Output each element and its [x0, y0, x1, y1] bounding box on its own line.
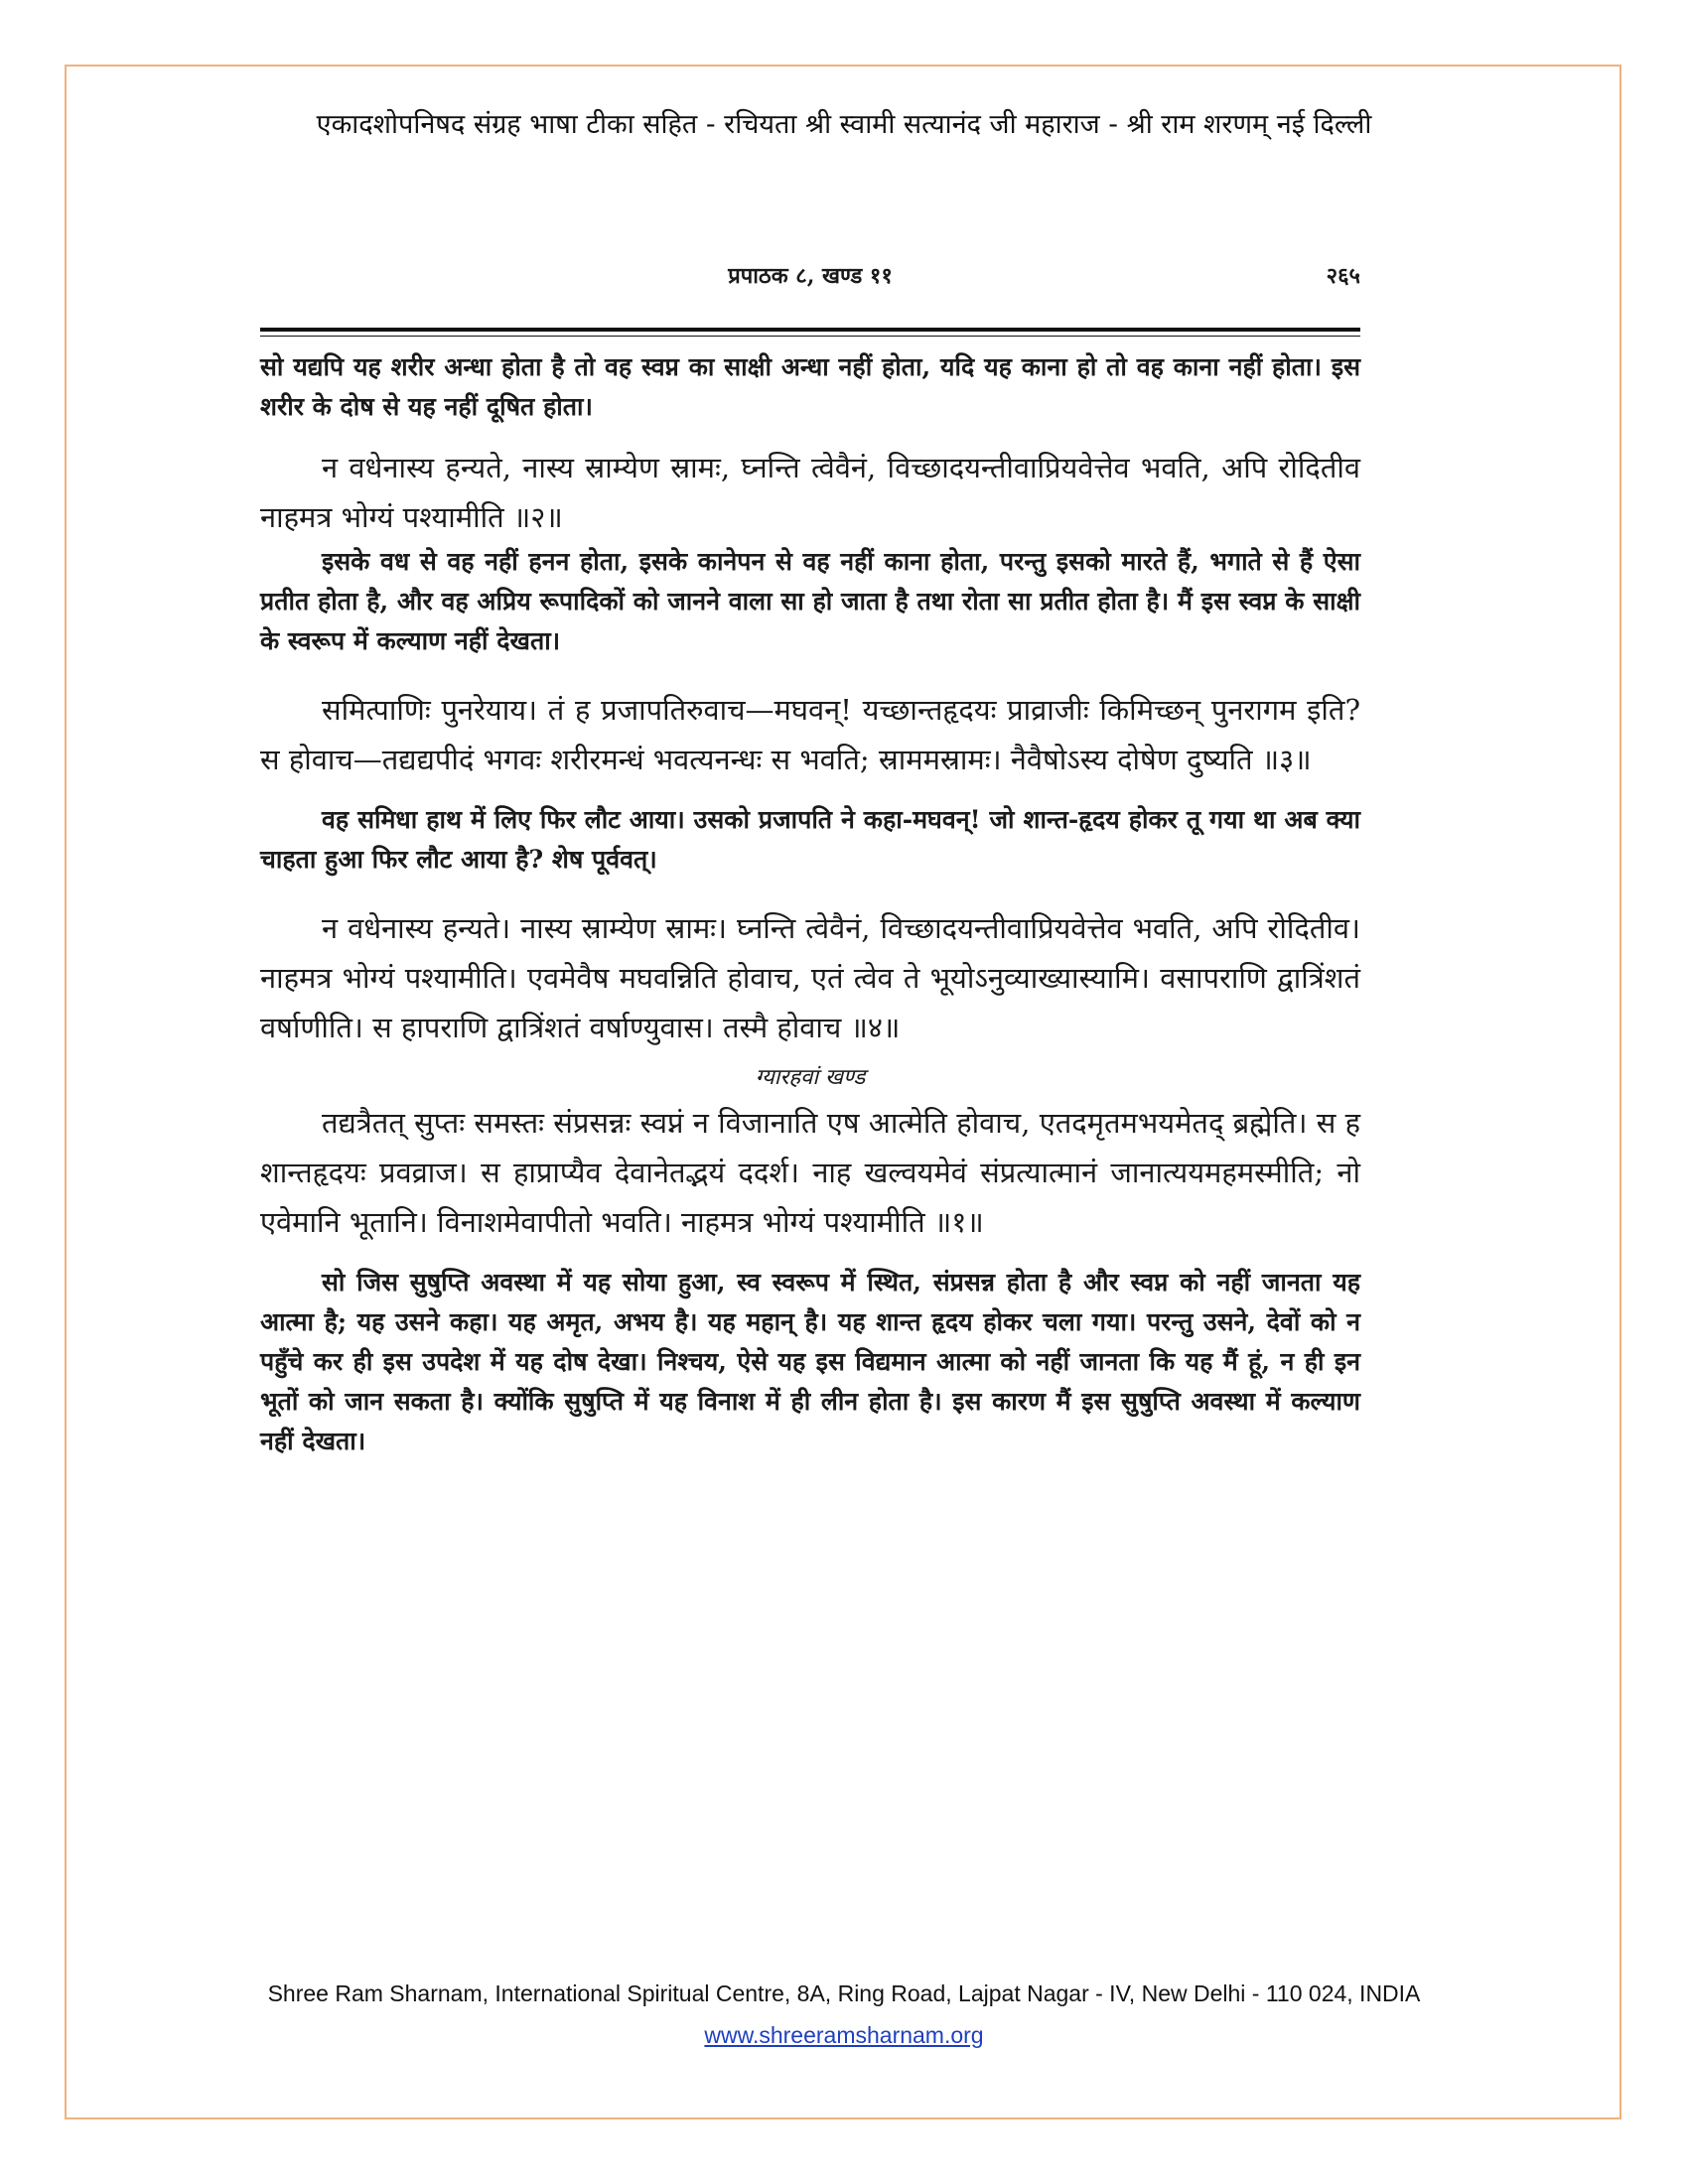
page-body	[260, 347, 1360, 1461]
sanskrit-verse-paragraph: न वधेनास्य हन्यते, नास्य स्राम्येण स्रामः, घ्नन्ति त्वेवैनं, विच्छादयन्तीवाप्रियवेत्तेव भवति, अपि रोदितीव नाहमत्र भोग्यं पश्यामीति ॥२॥	[260, 451, 1360, 534]
book-page-number: २६५	[1326, 263, 1360, 289]
footer-address: Shree Ram Sharnam, International Spiritual Centre, 8A, Ring Road, Lajpat Nagar - IV, New Delhi - 110 024, INDIA	[267, 1980, 1421, 2006]
running-head	[260, 260, 1360, 290]
sanskrit-verse-paragraph: समित्पाणिः पुनरेयाय। तं ह प्रजापतिरुवाच—मघवन्! यच्छान्तहृदयः प्राव्राजीः किमिच्छन् पुनरागम इति? स होवाच—तद्यद्यपीदं भगवः शरीरमन्धं भवत्यनन्धः स भवति; स्राममस्रामः। नैवैषोऽस्य दोषेण दुष्यति ॥३॥	[260, 693, 1360, 776]
sanskrit-verse-paragraph: तद्यत्रैतत् सुप्तः समस्तः संप्रसन्नः स्वप्नं न विजानाति एष आत्मेति होवाच, एतदमृतमभयमेतद् ब्रह्मेति। स ह शान्तहृदयः प्रवव्राज। स हाप्राप्यैव देवानेतद्भयं ददर्श। नाह खल्वयमेवं संप्रत्यात्मानं जानात्ययमहमस्मीति; नो एवेमानि भूतानि। विनाशमेवापीतो भवति। नाहमत्र भोग्यं पश्यामीति ॥१॥	[260, 1106, 1360, 1239]
hindi-commentary-paragraph: वह समिधा हाथ में लिए फिर लौट आया। उसको प्रजापति ने कहा-मघवन्! जो शान्त-हृदय होकर तू गया था अब क्या चाहता हुआ फिर लौट आया है? शेष पूर्ववत्।	[260, 805, 1360, 874]
page-header-title: एकादशोपनिषद संग्रह भाषा टीका सहित - रचियता श्री स्वामी सत्यानंद जी महाराज - श्री राम शरणम् नई दिल्ली	[316, 109, 1372, 140]
hindi-commentary-paragraph: इसके वध से वह नहीं हनन होता, इसके कानेपन से वह नहीं काना होता, परन्तु इसको मारते हैं, भगाते से हैं ऐसा प्रतीत होता है, और वह अप्रिय रूपादिकों को जानने वाला सा हो जाता है तथा रोता सा प्रतीत होता है। मैं इस स्वप्न के साक्षी के स्वरूप में कल्याण नहीं देखता।	[260, 547, 1360, 655]
footer-website-link[interactable]: www.shreeramsharnam.org	[704, 2022, 984, 2048]
scanned-book-page	[260, 189, 1360, 1976]
section-heading: ग्यारहवां खण्ड	[755, 1065, 866, 1090]
header-rule-thin	[260, 336, 1360, 337]
hindi-commentary-paragraph: सो यद्यपि यह शरीर अन्धा होता है तो वह स्वप्न का साक्षी अन्धा नहीं होता, यदि यह काना हो तो वह काना नहीं होता। इस शरीर के दोष से यह नहीं दूषित होता।	[260, 352, 1360, 421]
header-rule-thick	[260, 328, 1360, 332]
hindi-commentary-paragraph: सो जिस सुषुप्ति अवस्था में यह सोया हुआ, स्व स्वरूप में स्थित, संप्रसन्न होता है और स्वप्न को नहीं जानता यह आत्मा है; यह उसने कहा। यह अमृत, अभय है। यह महान् है। यह शान्त हृदय होकर चला गया। परन्तु उसने, देवों को न पहुँचे कर ही इस उपदेश में यह दोष देखा। निश्चय, ऐसे यह इस विद्यमान आत्मा को नहीं जानता कि यह मैं हूं, न ही इन भूतों को जान सकता है। क्योंकि सुषुप्ति में यह विनाश में ही लीन होता है। इस कारण मैं इस सुषुप्ति अवस्था में कल्याण नहीं देखता।	[260, 1268, 1360, 1455]
running-head-title: प्रपाठक ८, खण्ड ११	[728, 263, 893, 289]
sanskrit-verse-paragraph: न वधेनास्य हन्यते। नास्य स्राम्येण स्रामः। घ्नन्ति त्वेवैनं, विच्छादयन्तीवाप्रियवेत्तेव भवति, अपि रोदितीव। नाहमत्र भोग्यं पश्यामीति। एवमेवैष मघवन्निति होवाच, एतं त्वेव ते भूयोऽनुव्याख्यास्यामि। वसापराणि द्वात्रिंशतं वर्षाणीति। स हापराणि द्वात्रिंशतं वर्षाण्युवास। तस्मै होवाच ॥४॥	[260, 911, 1360, 1044]
